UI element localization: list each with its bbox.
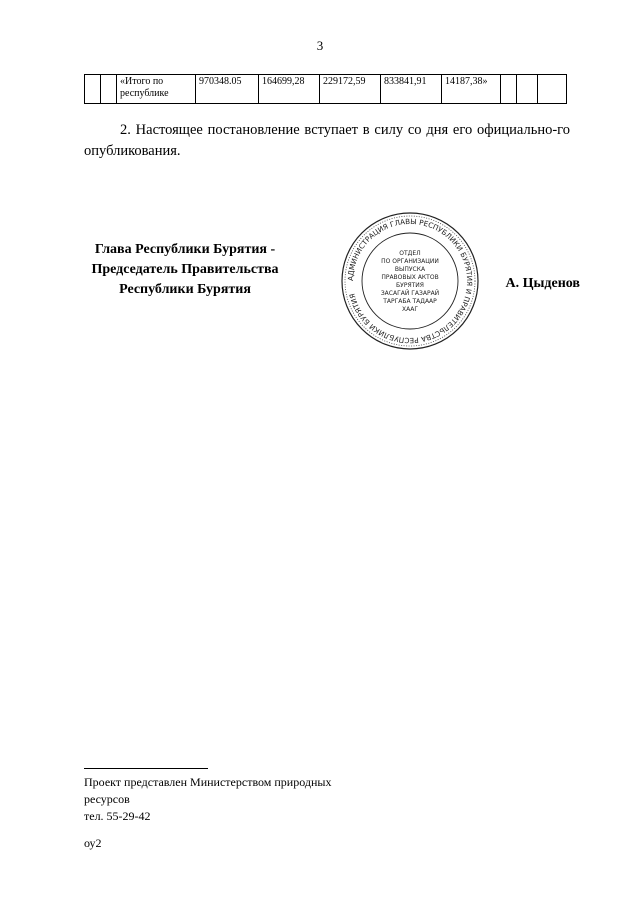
effective-date-paragraph bbox=[84, 120, 570, 162]
footnote-divider bbox=[84, 768, 208, 769]
footnote-line: тел. 55-29-42 bbox=[84, 809, 151, 823]
signatory-name: А. Цыденов bbox=[505, 276, 580, 291]
document-code: оу2 bbox=[84, 836, 102, 850]
svg-text:ЗАСАГАЙ ГАЗАРАЙ: ЗАСАГАЙ ГАЗАРАЙ bbox=[380, 290, 440, 297]
seal-dotted-ring bbox=[345, 216, 475, 346]
seal-ring-text: АДМИНИСТРАЦИЯ ГЛАВЫ РЕСПУБЛИКИ БУРЯТИЯ И ПРАВИТЕЛЬСТВА РЕСПУБЛИКИ БУРЯТИЯ bbox=[345, 216, 475, 346]
signatory-title-line: Республики Бурятия bbox=[119, 282, 251, 297]
table-cell-value: 970348.05 bbox=[196, 75, 259, 104]
official-seal bbox=[340, 211, 480, 351]
table-cell-empty bbox=[501, 75, 517, 104]
seal-inner-ring bbox=[362, 233, 458, 329]
svg-text:ОТДЕЛ: ОТДЕЛ bbox=[399, 250, 421, 257]
table-cell-label: «Итого по республике bbox=[117, 75, 196, 104]
signatory-title-line: Глава Республики Бурятия - bbox=[94, 242, 276, 257]
table-cell-value: 164699,28 bbox=[259, 75, 320, 104]
page-number: 3 bbox=[316, 38, 324, 53]
table-cell-empty bbox=[85, 75, 101, 104]
table-cell-value: 229172,59 bbox=[320, 75, 381, 104]
svg-text:ХААГ: ХААГ bbox=[402, 306, 418, 313]
totals-table bbox=[84, 74, 567, 104]
signatory-title-line: Председатель Правительства bbox=[91, 262, 279, 277]
table-cell-empty bbox=[101, 75, 117, 104]
table-cell-value: 833841,91 bbox=[381, 75, 442, 104]
table-cell-empty bbox=[517, 75, 538, 104]
svg-text:ВЫПУСКА: ВЫПУСКА bbox=[394, 266, 426, 273]
paragraph-text: 2. Настоящее постановление вступает в силу со дня его официально-го опубликования. bbox=[84, 122, 570, 159]
table-row bbox=[85, 75, 567, 104]
table-cell-value: 14187,38» bbox=[442, 75, 501, 104]
svg-text:ТАРГАБА ТАДААР: ТАРГАБА ТАДААР bbox=[383, 298, 437, 305]
footnote bbox=[84, 774, 374, 852]
table-cell-empty bbox=[538, 75, 567, 104]
footnote-line: ресурсов bbox=[84, 792, 130, 806]
svg-text:БУРЯТИЯ: БУРЯТИЯ bbox=[396, 282, 424, 289]
footnote-line: Проект представлен Министерством природных bbox=[84, 775, 332, 789]
seal-center-text bbox=[381, 250, 439, 313]
signatory-title bbox=[72, 240, 298, 300]
svg-text:ПРАВОВЫХ АКТОВ: ПРАВОВЫХ АКТОВ bbox=[381, 274, 439, 281]
svg-text:ПО ОРГАНИЗАЦИИ: ПО ОРГАНИЗАЦИИ bbox=[381, 258, 439, 265]
